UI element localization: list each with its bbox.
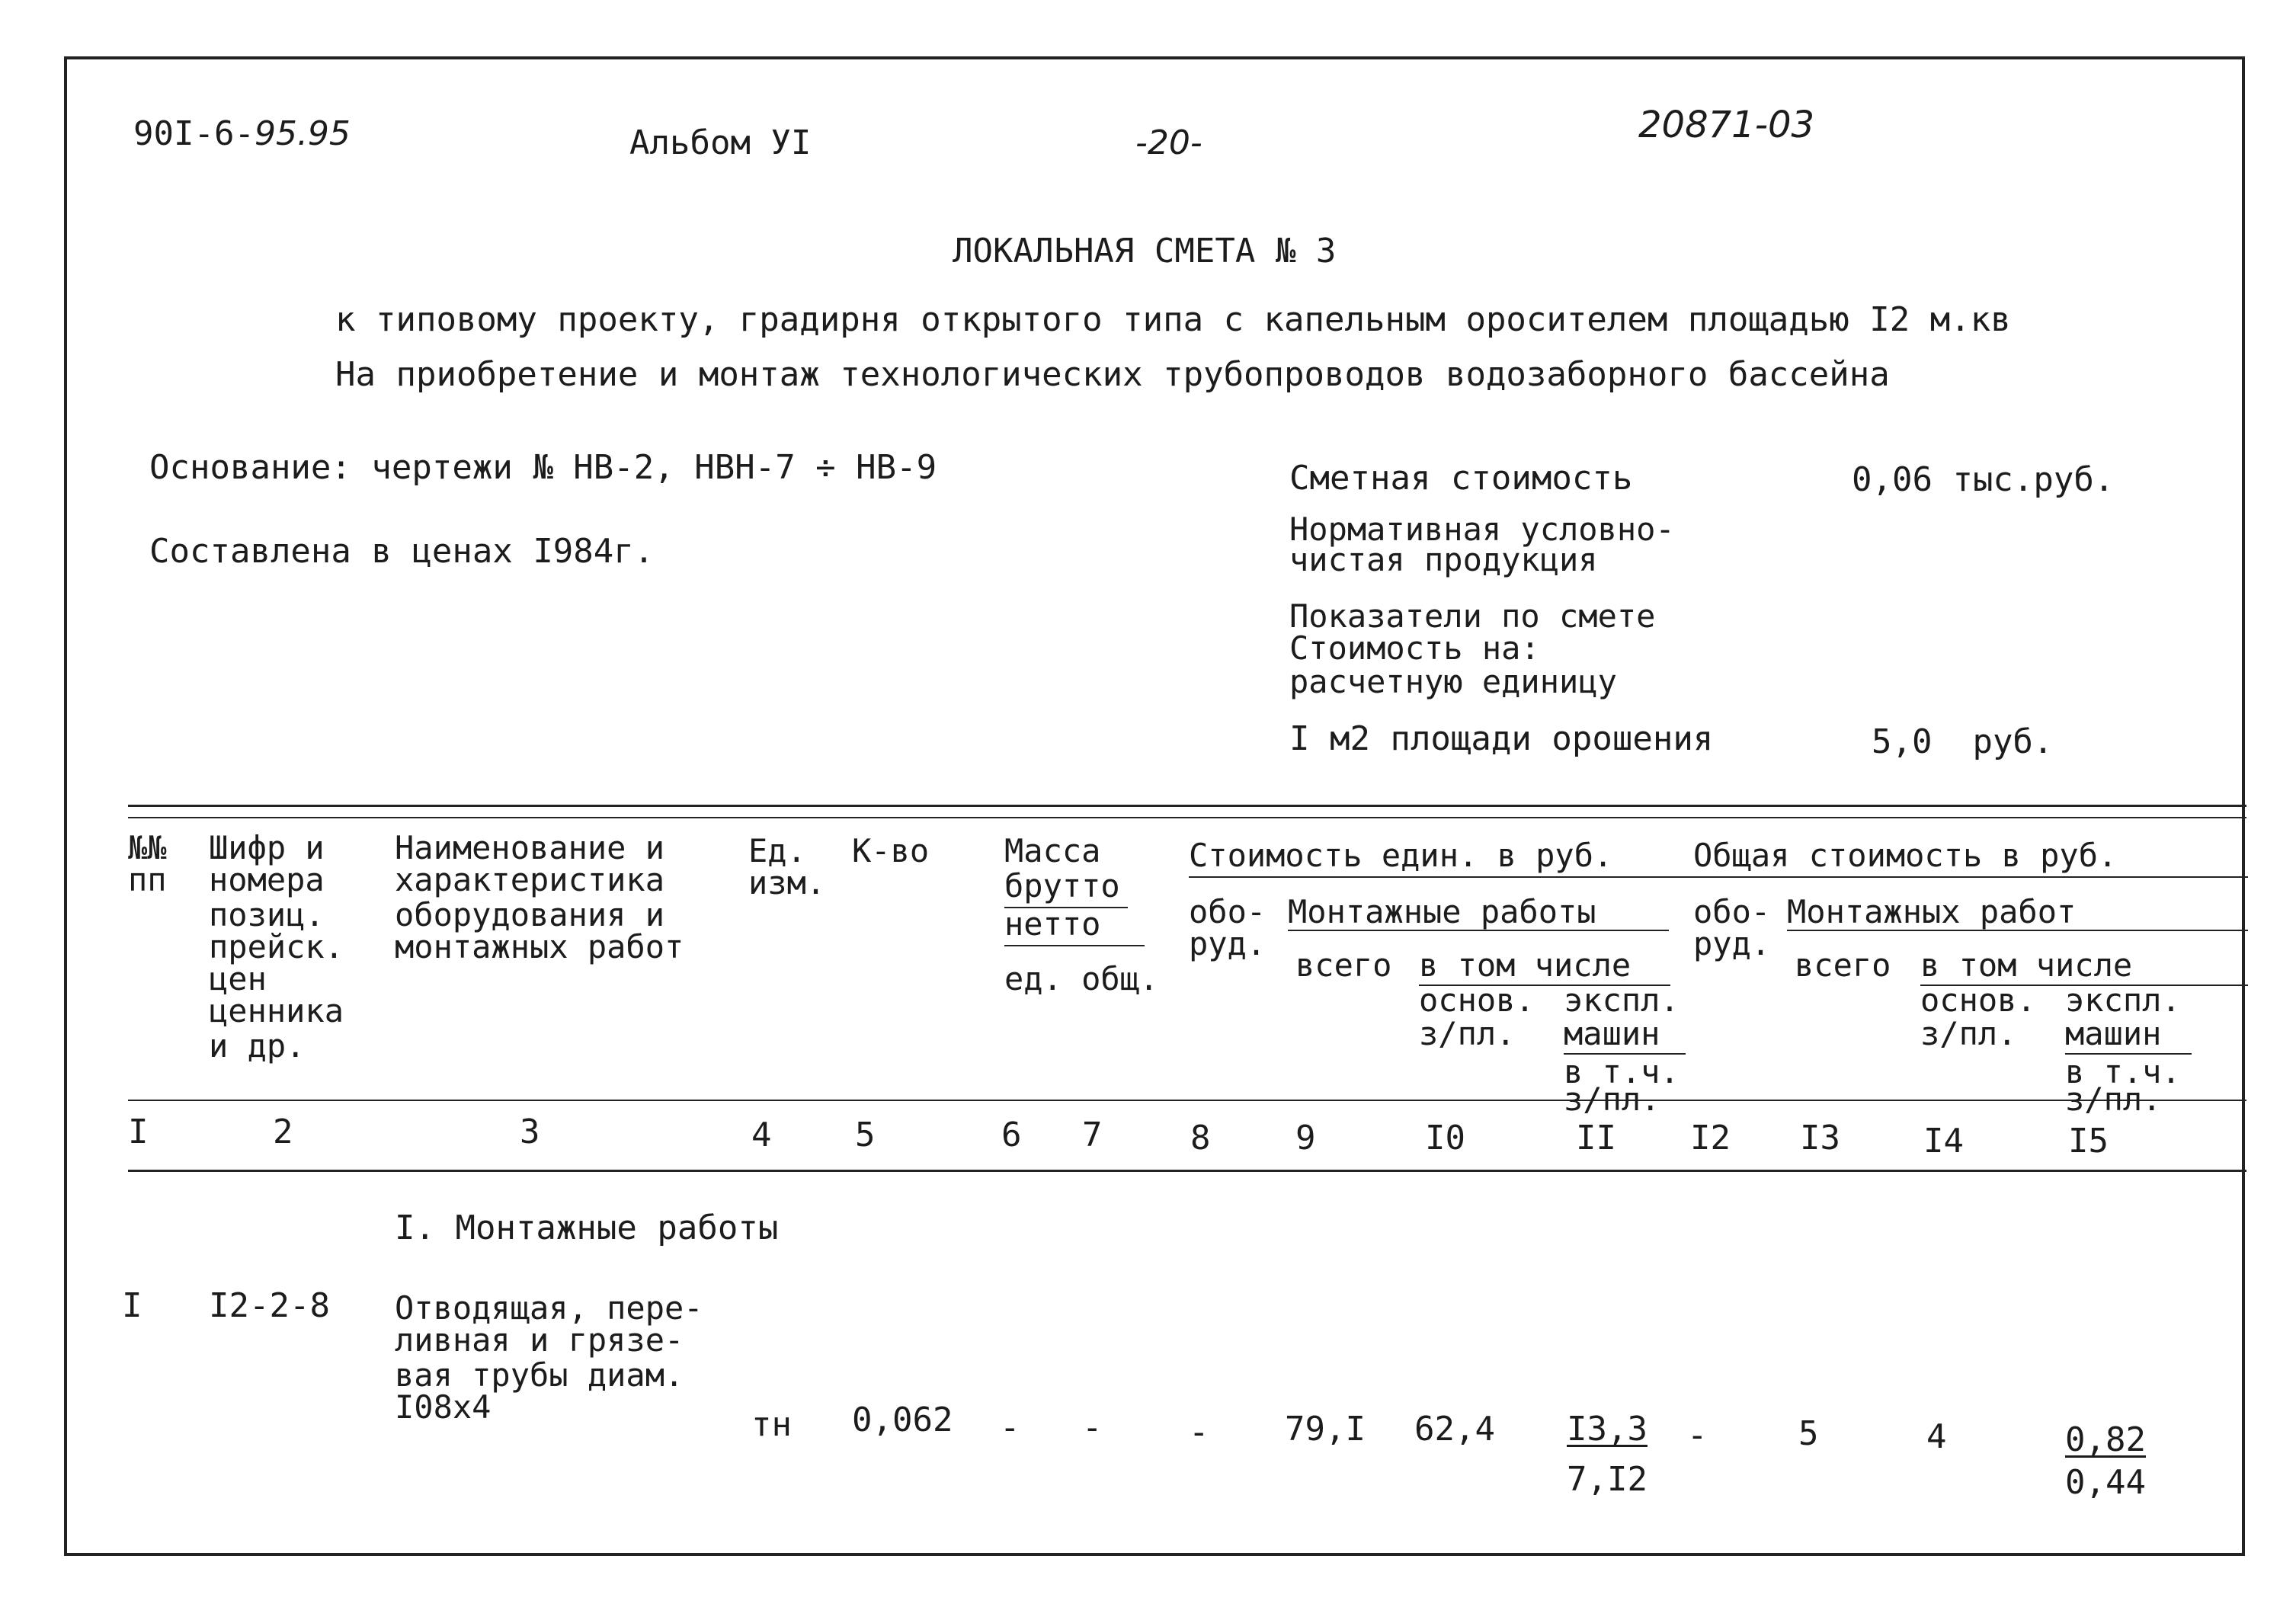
header-ekspl-zpl-2: з/пл. bbox=[2065, 1081, 2162, 1118]
header-osnov-1: основ. bbox=[1419, 981, 1535, 1019]
section-title: I. Монтажные работы bbox=[395, 1209, 779, 1247]
row-mont-total-sum: 5 bbox=[1798, 1414, 1819, 1453]
table-top-rule bbox=[128, 805, 2246, 807]
col-number: I0 bbox=[1425, 1119, 1465, 1157]
row-osnov-zpl-sum: 4 bbox=[1926, 1417, 1947, 1456]
header-name-1: Наименование и bbox=[395, 829, 665, 866]
row-equipment-unit-cost: - bbox=[1189, 1413, 1209, 1452]
header-code-5: цен bbox=[209, 960, 267, 997]
normative-label-1: Нормативная условно- bbox=[1289, 511, 1675, 548]
header-code-7: и др. bbox=[209, 1027, 306, 1065]
col-number: I bbox=[128, 1113, 149, 1151]
row-quantity: 0,062 bbox=[852, 1401, 953, 1439]
header-mass: Масса bbox=[1004, 832, 1101, 869]
header-mont-raboty: Монтажные работы bbox=[1288, 893, 1596, 930]
header-num-2: пп bbox=[128, 861, 167, 898]
row-name-4: I08х4 bbox=[395, 1388, 492, 1426]
indicators-label-3: расчетную единицу bbox=[1289, 663, 1617, 700]
header-ekspl-2: экспл. bbox=[2065, 981, 2181, 1019]
header-code-6: ценника bbox=[209, 992, 344, 1029]
col-number: I2 bbox=[1690, 1119, 1731, 1157]
col-number: II bbox=[1576, 1119, 1616, 1157]
inventory-number: 20871-03 bbox=[1638, 104, 1815, 146]
header-ekspl-zpl-1: з/пл. bbox=[1564, 1081, 1660, 1118]
header-ekspl-1: экспл. bbox=[1564, 981, 1680, 1019]
estimated-cost-label: Сметная стоимость bbox=[1289, 459, 1633, 498]
indicators-label-1: Показатели по смете bbox=[1289, 597, 1656, 635]
col-number: I5 bbox=[2068, 1122, 2109, 1161]
title-line-2: На приобретение и монтаж технологических трубопроводов водозаборного бассейна bbox=[335, 355, 1890, 394]
header-brutto: брутто bbox=[1004, 867, 1120, 904]
header-zpl-1: з/пл. bbox=[1419, 1015, 1516, 1052]
header-code-2: номера bbox=[209, 861, 325, 898]
prices-text: Составлена в ценах I984г. bbox=[149, 532, 655, 571]
netto-rule bbox=[1004, 945, 1145, 946]
header-obo-4: руд. bbox=[1693, 925, 1771, 962]
header-mashin-1: машин bbox=[1564, 1015, 1660, 1052]
col-number: 6 bbox=[1001, 1116, 1022, 1154]
header-quantity: К-во bbox=[852, 832, 930, 869]
col-number: 9 bbox=[1295, 1119, 1316, 1157]
header-code-4: прейск. bbox=[209, 928, 344, 965]
header-unit-1: Ед. bbox=[748, 832, 806, 869]
header-bottom-rule bbox=[128, 1100, 2246, 1101]
normative-label-2: чистая продукция bbox=[1289, 541, 1598, 578]
col-number: 8 bbox=[1190, 1119, 1211, 1157]
header-obo-1: обо- bbox=[1189, 893, 1266, 930]
col-number: 5 bbox=[855, 1116, 876, 1154]
per-unit-value: 5,0 руб. bbox=[1872, 722, 2054, 761]
col-number: 7 bbox=[1082, 1116, 1103, 1154]
header-obo-3: обо- bbox=[1693, 893, 1771, 930]
row-name-2: ливная и грязе- bbox=[395, 1321, 684, 1359]
row-mass-unit: - bbox=[1000, 1408, 1020, 1447]
row-mont-total: 79,I bbox=[1285, 1410, 1366, 1449]
indicators-label-2: Стоимость на: bbox=[1289, 629, 1540, 667]
row-number: I bbox=[122, 1286, 142, 1325]
header-mashin-2: машин bbox=[2065, 1015, 2162, 1052]
header-mont-rabot: Монтажных работ bbox=[1787, 893, 2077, 930]
header-total-cost: Общая стоимость в руб. bbox=[1693, 837, 2118, 874]
row-name-3: вая трубы диам. bbox=[395, 1356, 684, 1394]
header-vtch-1: в т.ч. bbox=[1564, 1053, 1680, 1090]
document-code-handwritten: 95.95 bbox=[254, 114, 351, 153]
page-number: -20- bbox=[1135, 123, 1202, 162]
header-unit-cost: Стоимость един. в руб. bbox=[1189, 837, 1613, 874]
row-code: I2-2-8 bbox=[209, 1286, 330, 1325]
document-title: ЛОКАЛЬНАЯ СМЕТА № 3 bbox=[953, 232, 1337, 271]
basis-text: Основание: чертежи № НВ-2, НВН-7 ÷ НВ-9 bbox=[149, 448, 937, 487]
header-netto: нетто bbox=[1004, 905, 1101, 943]
row-ekspl-zpl: 7,I2 bbox=[1567, 1460, 1648, 1499]
header-code-3: позиц. bbox=[209, 896, 325, 933]
header-unit-2: изм. bbox=[748, 864, 826, 901]
header-code-1: Шифр и bbox=[209, 829, 325, 866]
header-zpl-2: з/пл. bbox=[1920, 1015, 2017, 1052]
header-vsego-1: всего bbox=[1295, 946, 1392, 984]
row-ekspl-zpl-sum: 0,44 bbox=[2065, 1463, 2146, 1502]
header-obo-2: руд. bbox=[1189, 925, 1266, 962]
column-numbers-rule bbox=[128, 1170, 2246, 1172]
col-number: 4 bbox=[751, 1116, 772, 1154]
cost-header-rule bbox=[1189, 876, 2248, 878]
album-label: Альбом УI bbox=[629, 123, 812, 162]
header-name-4: монтажных работ bbox=[395, 928, 684, 965]
header-name-3: оборудования и bbox=[395, 896, 665, 933]
row-mass-total: - bbox=[1082, 1408, 1103, 1447]
row-ekspl-mashin-sum: 0,82 bbox=[2065, 1420, 2146, 1459]
header-vsego-2: всего bbox=[1795, 946, 1891, 984]
row-osnov-zpl: 62,4 bbox=[1414, 1410, 1495, 1449]
header-ed-obsh: ед. общ. bbox=[1004, 960, 1159, 997]
document-code: 90I-6-95.95 bbox=[133, 114, 351, 153]
header-osnov-2: основ. bbox=[1920, 981, 2036, 1019]
estimated-cost-value: 0,06 тыс.руб. bbox=[1852, 460, 2115, 499]
row-name-1: Отводящая, пере- bbox=[395, 1289, 703, 1327]
col-number: 3 bbox=[520, 1113, 540, 1151]
col-number: I4 bbox=[1923, 1122, 1964, 1161]
row-ekspl-mashin: I3,3 bbox=[1567, 1410, 1648, 1449]
row-equipment-total: - bbox=[1687, 1416, 1708, 1455]
row-unit: тн bbox=[751, 1405, 792, 1444]
title-line-1: к типовому проекту, градирня открытого типа с капельным оросителем площадью I2 м.кв bbox=[335, 300, 2011, 339]
header-vtch-2: в т.ч. bbox=[2065, 1053, 2181, 1090]
table-top-rule-2 bbox=[128, 817, 2246, 818]
header-v-tom-1: в том числе bbox=[1419, 946, 1632, 984]
col-number: 2 bbox=[273, 1113, 293, 1151]
per-unit-label: I м2 площади орошения bbox=[1289, 719, 1714, 758]
header-name-2: характеристика bbox=[395, 861, 665, 898]
col-number: I3 bbox=[1800, 1119, 1840, 1157]
header-num-1: №№ bbox=[128, 829, 167, 866]
header-v-tom-2: в том числе bbox=[1920, 946, 2133, 984]
